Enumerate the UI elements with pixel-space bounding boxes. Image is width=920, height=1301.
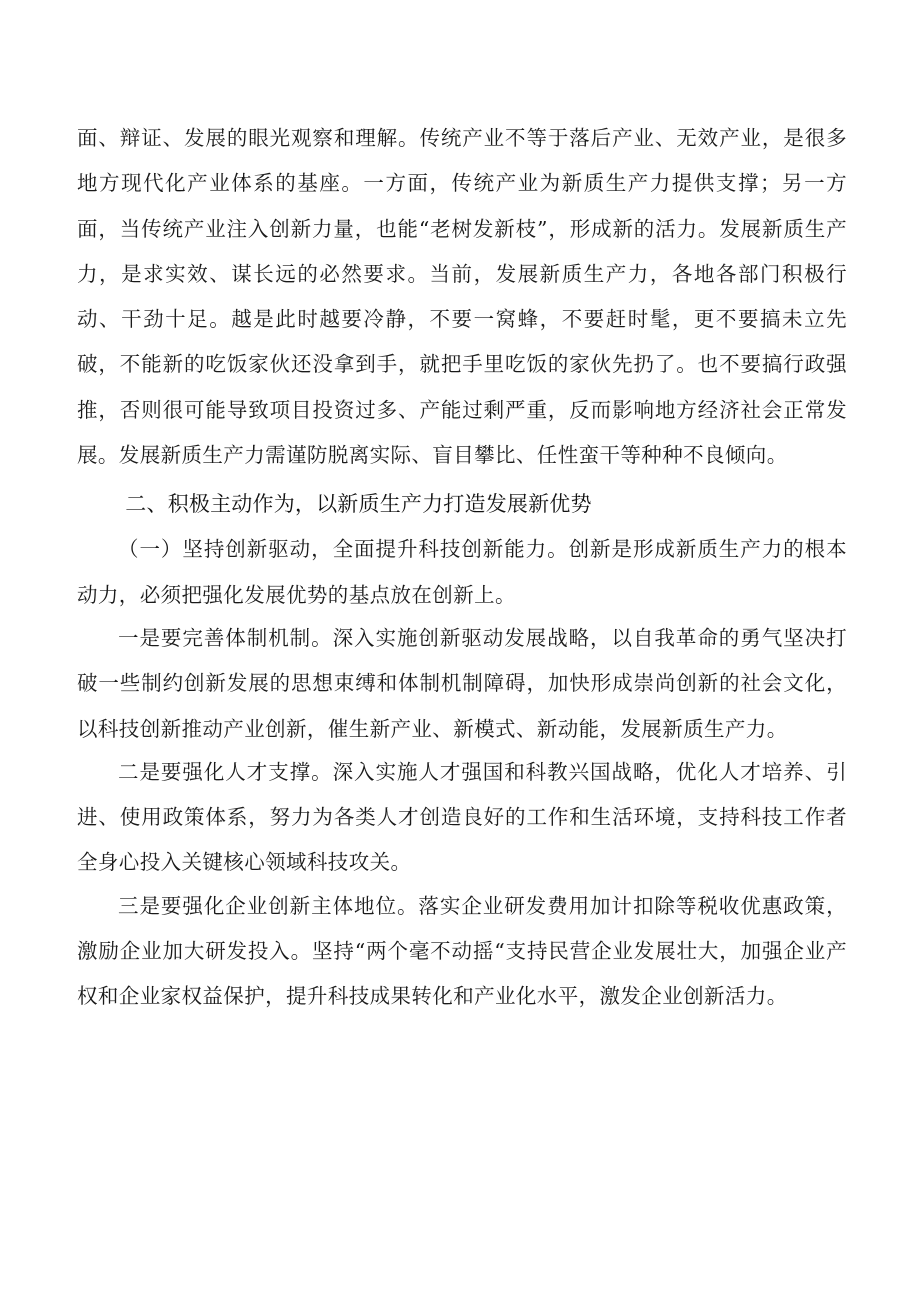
document-page: [77, 116, 847, 1020]
body-paragraph: 一是要完善体制机制。深入实施创新驱动发展战略，以自我革命的勇气坚决打破一些制约创新发展的思想束缚和体制机制障碍，加快形成崇尚创新的社会文化，以科技创新推动产业创新，催生新产业、新模式、新动能，发展新质生产力。: [77, 625, 847, 741]
body-paragraph: （一）坚持创新驱动，全面提升科技创新能力。创新是形成新质生产力的根本动力，必须把强化发展优势的基点放在创新上。: [77, 537, 847, 607]
body-paragraph: 三是要强化企业创新主体地位。落实企业研发费用加计扣除等税收优惠政策，激励企业加大研发投入。坚持“两个毫不动摇“支持民营企业发展壮大，加强企业产权和企业家权益保护，提升科技成果转化和产业化水平，激发企业创新活力。: [77, 893, 847, 1009]
body-paragraph: 面、辩证、发展的眼光观察和理解。传统产业不等于落后产业、无效产业，是很多地方现代化产业体系的基座。一方面，传统产业为新质生产力提供支撑；另一方面，当传统产业注入创新力量，也能“老树发新枝”，形成新的活力。发展新质生产力，是求实效、谋长远的必然要求。当前，发展新质生产力，各地各部门积极行动、干劲十足。越是此时越要冷静，不要一窝蜂，不要赶时髦，更不要搞未立先破，不能新的吃饭家伙还没拿到手，就把手里吃饭的家伙先扔了。也不要搞行政强推，否则很可能导致项目投资过多、产能过剩严重，反而影响地方经济社会正常发展。发展新质生产力需谨防脱离实际、盲目攀比、任性蛮干等种种不良倾向。: [77, 126, 847, 468]
body-paragraph: 二是要强化人才支撑。深入实施人才强国和科教兴国战略，优化人才培养、引进、使用政策体系，努力为各类人才创造良好的工作和生活环境，支持科技工作者全身心投入关键核心领域科技攻关。: [77, 759, 847, 875]
section-heading: 二、积极主动作为，以新质生产力打造发展新优势: [125, 492, 592, 517]
